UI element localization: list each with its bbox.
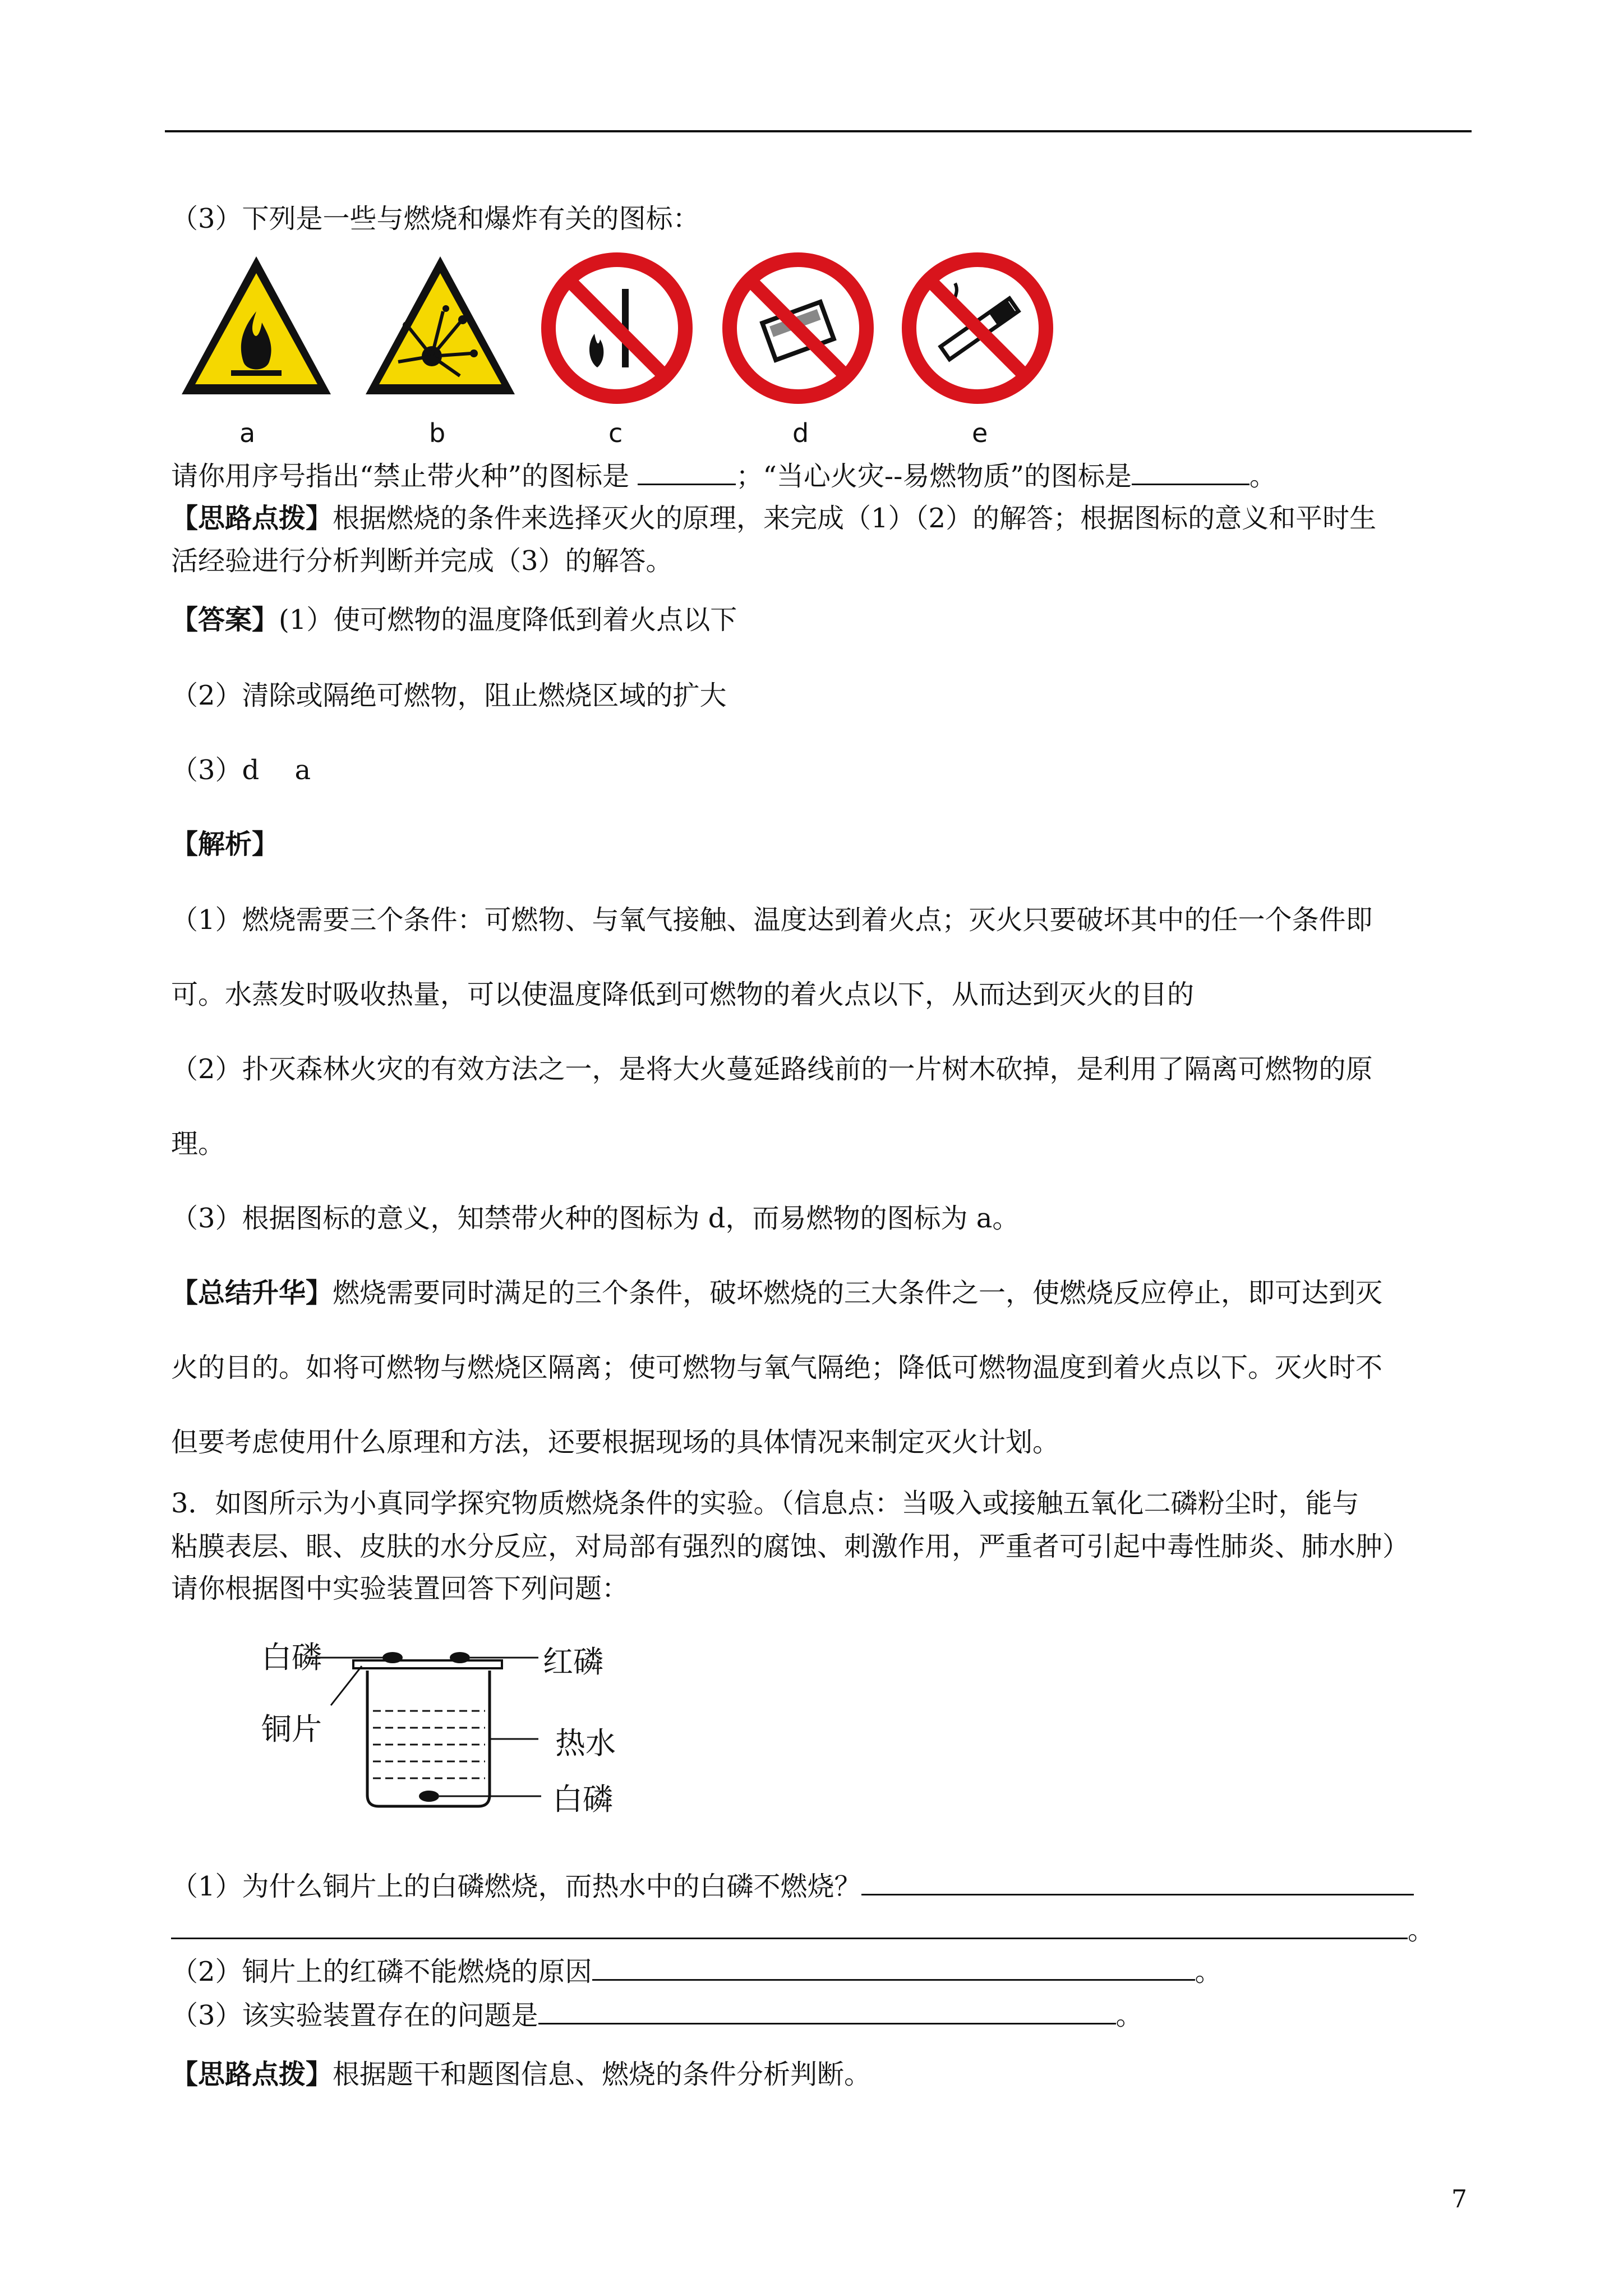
analysis-3: （3）根据图标的意义，知禁带火种的图标为 d，而易燃物的图标为 a。 [171,1203,1020,1234]
analysis-2b: 理。 [171,1128,225,1159]
hint1-text: 根据燃烧的条件来选择灭火的原理，来完成（1）（2）的解答；根据图标的意义和平时生 [333,503,1377,534]
answer-2: （2）清除或隔绝可燃物，阻止燃烧区域的扩大 [171,680,727,711]
sign-label-e: e [972,418,988,448]
answer-1: (1）使可燃物的温度降低到着火点以下 [279,604,737,636]
sub-question-2 [171,1954,1222,1989]
answer-blank-flammable[interactable] [1132,459,1249,485]
diagram-label-copper-sheet: 铜片 [261,1711,322,1747]
part3-title: （3）下列是一些与燃烧和爆炸有关的图标： [171,203,700,234]
sub-question-1 [171,1869,1414,1903]
sign-label-c: c [608,418,623,448]
analysis-1b: 可。水蒸发时吸收热量，可以使温度降低到可燃物的着火点以下，从而达到灭火的目的 [171,979,1195,1010]
sub1-end: 。 [1408,1915,1435,1946]
answer-line1 [171,603,737,637]
analysis-label: 【解析】 [171,829,279,860]
hint2-text: 根据题干和题图信息、燃烧的条件分析判断。 [333,2059,872,2090]
sub3-blank[interactable] [538,1998,1116,2024]
analysis-1a: （1）燃烧需要三个条件：可燃物、与氧气接触、温度达到着火点；灭火只要破坏其中的任一个条件即 [171,904,1373,936]
question-text-a: 请你用序号指出“禁止带火种”的图标是 [171,461,630,492]
summary-label: 【总结升华】 [171,1277,333,1309]
answer-blank-no-fire[interactable] [638,459,736,485]
sub2-text: （2）铜片上的红磷不能燃烧的原因 [171,1956,592,1987]
diagram-label-red-phosphorus: 红磷 [543,1644,603,1680]
summary-line3: 但要考虑使用什么原理和方法，还要根据现场的具体情况来制定灭火计划。 [171,1427,1060,1458]
sub3-end: 。 [1115,2000,1143,2031]
summary-line1 [171,1276,1382,1310]
sign-label-b: b [429,418,446,448]
sign-label-d: d [792,418,809,448]
sub3-text: （3）该实验装置存在的问题是 [171,2000,538,2031]
page-number: 7 [1451,2185,1467,2214]
q3-line2: 粘膜表层、眼、皮肤的水分反应，对局部有强烈的腐蚀、刺激作用，严重者可引起中毒性肺炎、肺水肿） [171,1531,1410,1562]
q3-line3: 请你根据图中实验装置回答下列问题： [171,1573,629,1604]
no-open-flame-icon [538,250,695,407]
header-rule [165,130,1472,132]
q3-line1: 3．如图所示为小真同学探究物质燃烧条件的实验。（信息点：当吸入或接触五氧化二磷粉尘时，能与 [171,1488,1359,1519]
sub-question-3 [171,1998,1143,2032]
sub2-end: 。 [1195,1956,1222,1987]
hint2-line [171,2058,871,2091]
analysis-2a: （2）扑灭森林火灾的有效方法之一，是将大火蔓延路线前的一片树木砍掉，是利用了隔离可燃物的原 [171,1053,1373,1085]
summary-text-1: 燃烧需要同时满足的三个条件，破坏燃烧的三大条件之一，使燃烧反应停止，即可达到灭 [333,1277,1383,1309]
flammable-warning-icon [175,250,338,401]
sub1-blank-b[interactable] [171,1913,1408,1939]
question-sign-line [171,459,1276,493]
summary-line2: 火的目的。如将可燃物与燃烧区隔离；使可燃物与氧气隔绝；降低可燃物温度到着火点以下。灭火时不 [171,1352,1383,1383]
diagram-label-hot-water: 热水 [555,1726,616,1761]
hint2-label: 【思路点拨】 [171,2059,333,2090]
sub-question-1-cont [171,1913,1435,1947]
hint1-label: 【思路点拨】 [171,503,333,534]
no-fire-carry-icon [720,250,877,407]
sub1-blank-a[interactable] [861,1869,1414,1895]
question-text-b: ；“当心火灾--易燃物质”的图标是 [736,461,1132,492]
no-smoking-icon [899,250,1056,407]
diagram-label-white-phosphorus-top: 白磷 [261,1640,322,1675]
answer-3: （3）d a [171,754,311,786]
sign-label-a: a [239,418,256,448]
diagram-label-white-phosphorus-bottom: 白磷 [552,1782,613,1817]
sub2-blank[interactable] [592,1954,1195,1981]
sub1-text: （1）为什么铜片上的白磷燃烧，而热水中的白磷不燃烧？ [171,1871,861,1902]
hint1-line1 [171,501,1376,535]
question-end: 。 [1249,461,1276,492]
answer-label: 【答案】 [171,604,279,636]
hint1-line2: 活经验进行分析判断并完成（3）的解答。 [171,545,673,577]
explosive-warning-icon [359,250,522,401]
